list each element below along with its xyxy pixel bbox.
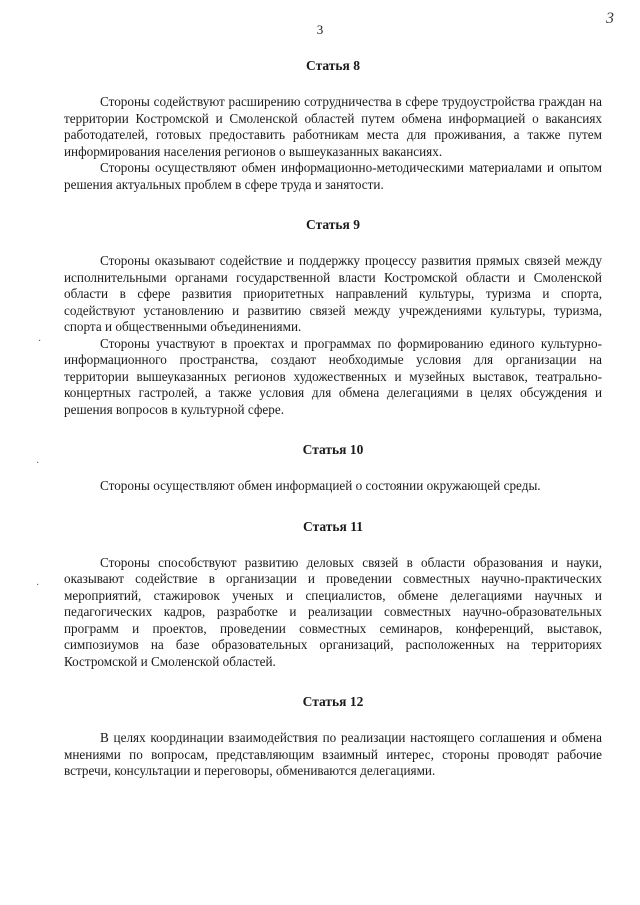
scan-speck: · (38, 336, 42, 347)
article-title: Статья 11 (303, 518, 363, 534)
article-title: Статья 10 (302, 442, 364, 457)
document-body (64, 58, 602, 780)
page-number: 3 (316, 22, 324, 37)
article-11 (64, 519, 602, 671)
article-9 (64, 217, 602, 418)
article-title: Статья 12 (302, 694, 364, 709)
article-paragraph: Стороны осуществляют обмен информацией о состоянии окружающей среды. (100, 478, 541, 493)
scan-speck: · (36, 458, 40, 469)
article-title: Статья 9 (306, 217, 360, 232)
article-paragraph: Стороны осуществляют обмен информационно-методическими материалами и опытом решения актуальных проблем в сфере труда и занятости. (64, 160, 602, 192)
article-12 (64, 694, 602, 780)
article-paragraph: Стороны оказывают содействие и поддержку процессу развития прямых связей между исполнительными органами государственной власти Костромской области и Смоленской области в сфере развития приоритетных направлений культуры, туризма и спорта, содействуют установлению и развитию связей между учреждениями культуры, туризма, спорта и общественными объединениями. (64, 253, 602, 334)
article-10 (64, 442, 602, 495)
handwritten-page-mark: 3 (606, 10, 614, 27)
article-paragraph: В целях координации взаимодействия по реализации настоящего соглашения и обмена мнениями по вопросам, представляющим взаимный интерес, стороны проводят рабочие встречи, консультации и переговоры, обмениваются делегациями. (64, 730, 602, 778)
article-paragraph: Стороны участвуют в проектах и программах по формированию единого культурно-информационного пространства, создают необходимые условия для организации на территории вышеуказанных регионов художественных и музейных выставок, театрально-концертных гастролей, а также условия для обмена делегациями в целях обсуждения и решения вопросов в культурной сфере. (64, 335, 602, 417)
article-paragraph: Стороны содействуют расширению сотрудничества в сфере трудоустройства граждан на территории Костромской и Смоленской областей путем обмена информацией о вакансиях работодателей, готовых предоставить работникам места для проживания, а также путем информирования населения регионов о вышеуказанных вакансиях. (64, 94, 602, 159)
article-8 (64, 58, 602, 193)
article-title: Статья 8 (306, 58, 360, 73)
article-paragraph: Стороны способствуют развитию деловых связей в области образования и науки, оказывают содействие в организации и проведении совместных научно-практических мероприятий, стажировок ученых и специалистов, обмене делегациями научных и педагогических кадров, разработке и реализации совместных научно-образовательных программ и проектов, проведении совместных семинаров, конференций, выставок, симпозиумов на базе образовательных организаций, расположенных на территориях Костромской и Смоленской областей. (64, 554, 602, 669)
scan-speck: · (36, 580, 40, 591)
